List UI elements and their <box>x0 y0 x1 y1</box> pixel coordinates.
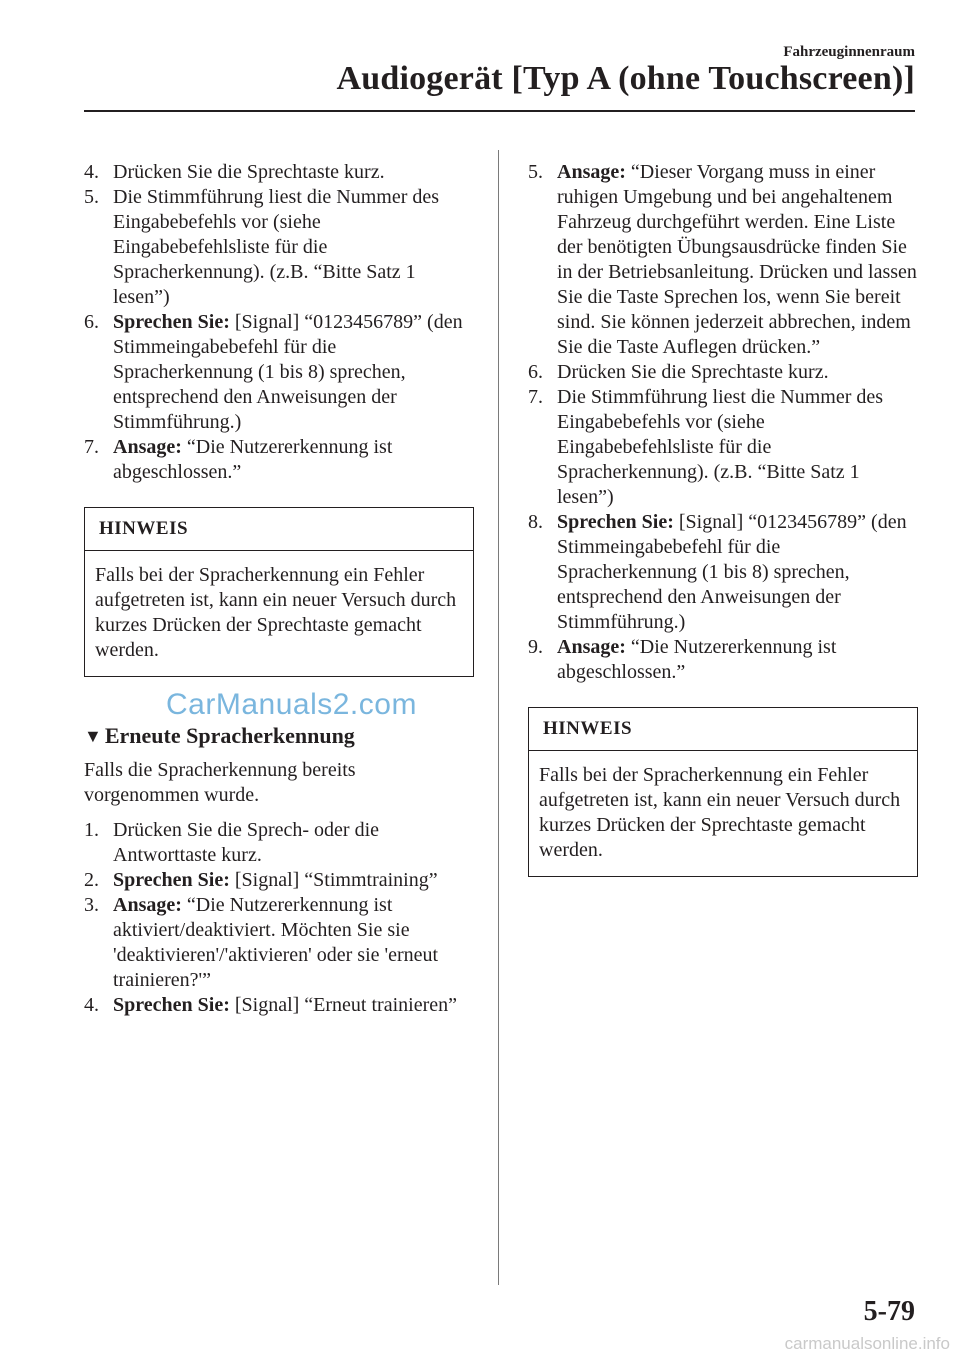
step-number: 6. <box>528 361 543 383</box>
note-heading: HINWEIS <box>85 508 473 551</box>
section-heading <box>84 723 474 749</box>
step-number: 9. <box>528 636 543 658</box>
note-text: Falls bei der Spracherkennung ein Fehler aufgetreten ist, kann ein neuer Versuch durch kurzes Drücken der Sprechtaste gemacht werden. <box>539 764 901 861</box>
step-text: Drücken Sie die Sprechtaste kurz. <box>113 161 385 183</box>
step-number: 4. <box>84 994 99 1016</box>
step-item <box>84 893 474 993</box>
step-text: [Signal] “0123456789” (den Stimmeingabebefehl für die Spracherkennung (1 bis 8) sprechen, entsprechend den Anweisungen der Stimmführung.) <box>113 311 463 433</box>
step-number: 7. <box>84 436 99 458</box>
step-label: Sprechen Sie: <box>113 311 230 333</box>
step-label: Ansage: <box>557 161 626 183</box>
section-intro: Falls die Spracherkennung bereits vorgenommen wurde. <box>84 759 356 806</box>
section-step-list <box>84 818 474 1018</box>
step-number: 3. <box>84 894 99 916</box>
page-number: 5-79 <box>863 1296 915 1327</box>
step-label: Ansage: <box>113 894 182 916</box>
step-label: Ansage: <box>557 636 626 658</box>
step-number: 6. <box>84 311 99 333</box>
triangle-down-icon: ▼ <box>84 726 102 746</box>
step-text: [Signal] “0123456789” (den Stimmeingabebefehl für die Spracherkennung (1 bis 8) sprechen, entsprechend den Anweisungen der Stimmführung.) <box>557 511 907 633</box>
step-text: “Die Nutzererkennung ist abgeschlossen.” <box>113 436 393 483</box>
step-list <box>84 160 474 485</box>
step-text: [Signal] “Erneut trainieren” <box>234 994 457 1016</box>
step-item <box>528 510 918 635</box>
step-item <box>84 868 474 893</box>
step-item <box>528 160 918 360</box>
step-item <box>528 635 918 685</box>
header-rule <box>84 110 915 112</box>
step-label: Ansage: <box>113 436 182 458</box>
site-watermark: carmanualsonline.info <box>784 1334 950 1353</box>
step-text: Drücken Sie die Sprech- oder die Antworttaste kurz. <box>113 819 380 866</box>
column-divider <box>498 150 499 1285</box>
step-item <box>84 993 474 1018</box>
step-text: Drücken Sie die Sprechtaste kurz. <box>557 361 829 383</box>
step-text: [Signal] “Stimmtraining” <box>234 869 438 891</box>
note-text: Falls bei der Spracherkennung ein Fehler aufgetreten ist, kann ein neuer Versuch durch kurzes Drücken der Sprechtaste gemacht werden. <box>95 564 457 661</box>
step-item <box>84 185 474 310</box>
step-item <box>528 360 918 385</box>
header-section-label: Fahrzeuginnenraum <box>783 44 915 60</box>
step-number: 7. <box>528 386 543 408</box>
step-label: Sprechen Sie: <box>557 511 674 533</box>
page-title: Audiogerät [Typ A (ohne Touchscreen)] <box>336 60 915 97</box>
section-heading-text: Erneute Spracherkennung <box>104 723 355 748</box>
watermark-logo: CarManuals2.com <box>166 688 417 721</box>
step-label: Sprechen Sie: <box>113 994 230 1016</box>
note-heading: HINWEIS <box>529 708 917 751</box>
step-number: 5. <box>528 161 543 183</box>
step-item <box>528 385 918 510</box>
step-list <box>528 160 918 685</box>
step-item <box>84 818 474 868</box>
left-column <box>84 160 474 1018</box>
step-text: “Dieser Vorgang muss in einer ruhigen Umgebung und bei angehaltenem Fahrzeug durchgeführt werden. Eine Liste der benötigten Übungsausdrücke finden Sie in der Betriebsanleitung. Drücken und lassen Sie die Taste Sprechen los, wenn Sie bereit sind. Sie können jederzeit abbrechen, indem Sie die Taste Auflegen drücken.” <box>557 161 917 358</box>
note-box <box>528 707 918 877</box>
step-number: 1. <box>84 819 99 841</box>
step-text: Die Stimmführung liest die Nummer des Eingabebefehls vor (siehe Eingabebefehlsliste für die Spracherkennung). (z.B. “Bitte Satz 1 lesen”) <box>113 186 440 308</box>
step-text: “Die Nutzererkennung ist aktiviert/deaktiviert. Möchten Sie sie 'deaktivieren'/'aktivieren' oder sie 'erneut trainieren?'” <box>113 894 439 991</box>
step-item <box>84 435 474 485</box>
step-number: 2. <box>84 869 99 891</box>
step-label: Sprechen Sie: <box>113 869 230 891</box>
step-text: Die Stimmführung liest die Nummer des Eingabebefehls vor (siehe Eingabebefehlsliste für die Spracherkennung). (z.B. “Bitte Satz 1 lesen”) <box>557 386 884 508</box>
step-number: 8. <box>528 511 543 533</box>
step-number: 4. <box>84 161 99 183</box>
right-column <box>528 160 918 877</box>
step-item <box>84 160 474 185</box>
step-item <box>84 310 474 435</box>
step-text: “Die Nutzererkennung ist abgeschlossen.” <box>557 636 837 683</box>
step-number: 5. <box>84 186 99 208</box>
note-box <box>84 507 474 677</box>
